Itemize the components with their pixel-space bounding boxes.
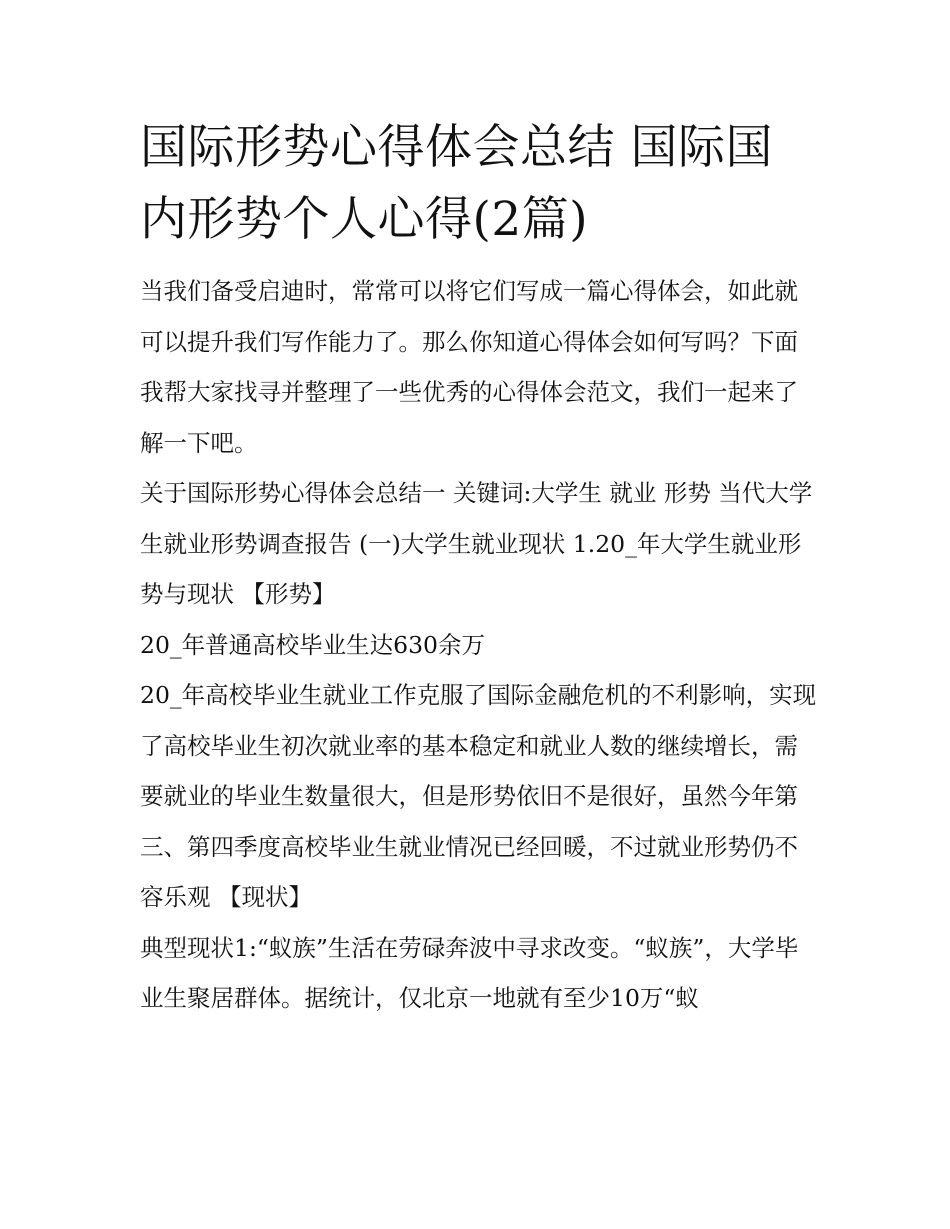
document-title: 国际形势心得体会总结 国际国内形势个人心得(2篇) — [140, 120, 773, 247]
paragraph-fourth-quarter: 三、第四季度高校毕业生就业情况已经回暖，不过就业形势仍不容乐观 【现状】 — [140, 832, 798, 911]
paragraph-employment-work: 20_年高校毕业生就业工作克服了国际金融危机的不利影响，实现了高校毕业生初次就业率的基本稳定和就业人数的继续增长，需要就业的毕业生数量很大，但是形势依旧不是很好，虽然今年第 — [140, 681, 817, 810]
document-body — [140, 112, 820, 1024]
paragraph-keywords: 关于国际形势心得体会总结一 关键词:大学生 就业 形势 当代大学生就业形势调查报告 (一)大学生就业现状 1.20_年大学生就业形势与现状 【形势】 — [140, 479, 813, 608]
paragraph-intro: 当我们备受启迪时，常常可以将它们写成一篇心得体会，如此就可以提升我们写作能力了。那么你知道心得体会如何写吗？下面我帮大家找寻并整理了一些优秀的心得体会范文，我们一起来了解一下吧。 — [140, 277, 798, 457]
paragraph-ant-tribe: 典型现状1:“蚁族”生活在劳碌奔波中寻求改变。“蚁族”，大学毕业生聚居群体。据统计，仅北京一地就有至少10万“蚁 — [140, 933, 799, 1012]
paragraph-graduate-count: 20_年普通高校毕业生达630余万 — [140, 630, 486, 659]
